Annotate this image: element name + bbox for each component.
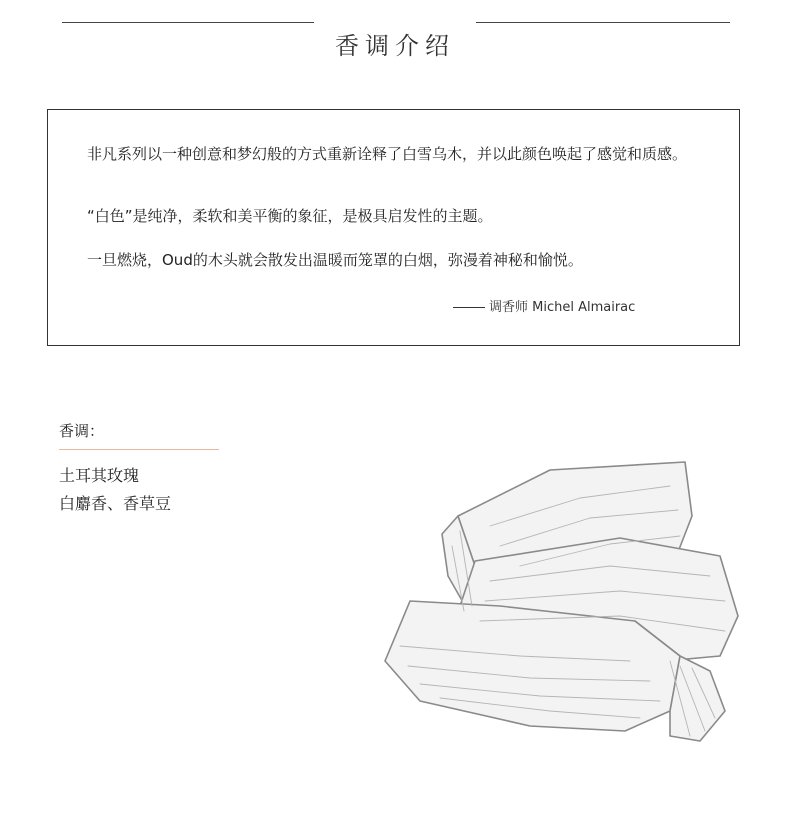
signature-dash [453, 307, 485, 308]
signature-text: 调香师 Michel Almairac [489, 300, 636, 315]
quote-paragraph-2: “白色”是纯净，柔软和美平衡的象征，是极具启发性的主题。 [87, 207, 493, 225]
notes-divider [59, 449, 219, 450]
quote-box [47, 109, 740, 346]
note-item-1: 土耳其玫瑰 [59, 466, 140, 485]
section-header [0, 0, 790, 60]
fragrance-notes [59, 420, 229, 518]
header-rule-right [476, 22, 730, 23]
section-title: 香调介绍 [335, 31, 455, 60]
wood-logs-sketch-icon [380, 456, 750, 756]
quote-paragraph-3: 一旦燃烧，Oud的木头就会散发出温暖而笼罩的白烟，弥漫着神秘和愉悦。 [87, 251, 583, 269]
quote-paragraph-1: 非凡系列以一种创意和梦幻般的方式重新诠释了白雪乌木，并以此颜色唤起了感觉和质感。 [87, 145, 688, 163]
perfumer-signature [453, 296, 635, 315]
notes-list [59, 462, 229, 518]
note-item-2: 白麝香、香草豆 [59, 494, 172, 513]
notes-label: 香调： [59, 422, 105, 440]
header-rule-left [62, 22, 314, 23]
